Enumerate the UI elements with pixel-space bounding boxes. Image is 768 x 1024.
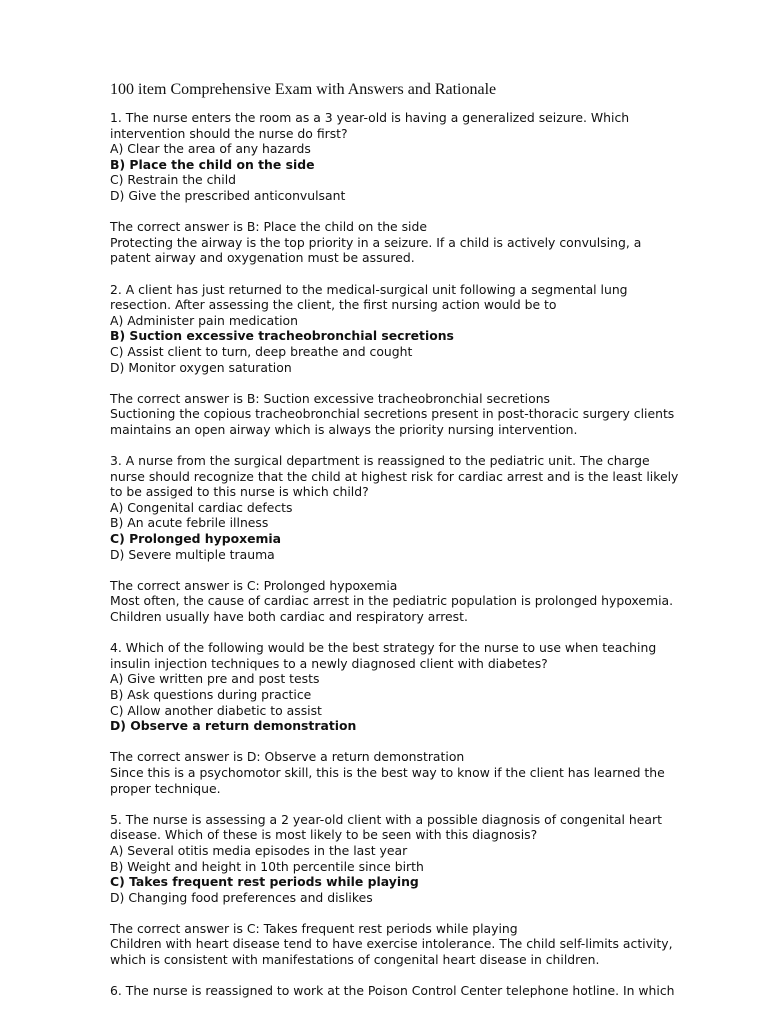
- answer-option: B) Ask questions during practice: [110, 686, 312, 702]
- answer-option: A) Several otitis media episodes in the last year: [110, 842, 408, 858]
- rationale-line: Children with heart disease tend to have exercise intolerance. The child self-limits activity,: [110, 936, 673, 952]
- rationale-line: patent airway and oxygenation must be assured.: [110, 250, 415, 266]
- correct-option: C) Prolonged hypoxemia: [110, 531, 282, 547]
- rationale-line: Since this is a psychomotor skill, this is the best way to know if the client has learned the: [110, 764, 665, 780]
- document-page: [110, 80, 730, 999]
- rationale-line: Most often, the cause of cardiac arrest in the pediatric population is prolonged hypoxemia.: [110, 593, 674, 609]
- question-block: [110, 640, 730, 796]
- spacer: [110, 204, 730, 220]
- answer-option: C) Allow another diabetic to assist: [110, 702, 322, 718]
- spacer: [110, 437, 730, 453]
- question-stem-line: intervention should the nurse do first?: [110, 125, 348, 141]
- spacer: [110, 375, 730, 391]
- answer-option: A) Give written pre and post tests: [110, 671, 320, 687]
- spacer: [110, 625, 730, 641]
- correct-answer-line: The correct answer is C: Prolonged hypoxemia: [110, 577, 398, 593]
- spacer: [110, 734, 730, 750]
- answer-option: B) An acute febrile illness: [110, 515, 269, 531]
- correct-answer-line: The correct answer is C: Takes frequent rest periods while playing: [110, 920, 518, 936]
- spacer: [110, 796, 730, 812]
- question-stem-line: nurse should recognize that the child at highest risk for cardiac arrest and is the least likely: [110, 468, 679, 484]
- rationale-line: which is consistent with manifestations of congenital heart disease in children.: [110, 952, 600, 968]
- question-stem-line: to be assiged to this nurse is which child?: [110, 484, 369, 500]
- question-stem-line: disease. Which of these is most likely to be seen with this diagnosis?: [110, 827, 538, 843]
- spacer: [110, 266, 730, 282]
- question-block: [110, 282, 730, 438]
- rationale-line: Protecting the airway is the top priority in a seizure. If a child is actively convulsing, a: [110, 234, 642, 250]
- answer-option: B) Weight and height in 10th percentile since birth: [110, 858, 424, 874]
- correct-answer-line: The correct answer is B: Place the child on the side: [110, 219, 427, 235]
- question-block: [110, 453, 730, 625]
- question-stem-line: 5. The nurse is assessing a 2 year-old client with a possible diagnosis of congenital heart: [110, 811, 662, 827]
- answer-option: D) Severe multiple trauma: [110, 546, 275, 562]
- answer-option: D) Monitor oxygen saturation: [110, 359, 292, 375]
- rationale-line: maintains an open airway which is always the priority nursing intervention.: [110, 421, 578, 437]
- question-stem-line: 3. A nurse from the surgical department is reassigned to the pediatric unit. The charge: [110, 453, 650, 469]
- spacer: [110, 968, 730, 984]
- question-block: [110, 812, 730, 968]
- rationale-line: Suctioning the copious tracheobronchial secretions present in post-thoracic surgery clients: [110, 406, 675, 422]
- question-stem-line: 6. The nurse is reassigned to work at the Poison Control Center telephone hotline. In which: [110, 983, 675, 999]
- answer-option: D) Give the prescribed anticonvulsant: [110, 187, 346, 203]
- question-block: [110, 110, 730, 266]
- correct-answer-line: The correct answer is D: Observe a return demonstration: [110, 749, 465, 765]
- question-block: [110, 983, 730, 999]
- correct-option: B) Suction excessive tracheobronchial secretions: [110, 328, 454, 344]
- answer-option: A) Clear the area of any hazards: [110, 141, 311, 157]
- correct-option: C) Takes frequent rest periods while playing: [110, 874, 419, 890]
- answer-option: C) Assist client to turn, deep breathe and cought: [110, 343, 413, 359]
- answer-option: D) Changing food preferences and dislikes: [110, 889, 373, 905]
- spacer: [110, 905, 730, 921]
- question-stem-line: 1. The nurse enters the room as a 3 year-old is having a generalized seizure. Which: [110, 110, 630, 125]
- correct-answer-line: The correct answer is B: Suction excessive tracheobronchial secretions: [110, 390, 550, 406]
- question-list: [110, 110, 730, 999]
- answer-option: A) Administer pain medication: [110, 312, 298, 328]
- correct-option: D) Observe a return demonstration: [110, 718, 357, 734]
- question-stem-line: resection. After assessing the client, the first nursing action would be to: [110, 297, 557, 313]
- spacer: [110, 562, 730, 578]
- answer-option: A) Congenital cardiac defects: [110, 499, 293, 515]
- rationale-line: proper technique.: [110, 780, 221, 796]
- question-stem-line: insulin injection techniques to a newly diagnosed client with diabetes?: [110, 655, 548, 671]
- document-title: 100 item Comprehensive Exam with Answers and Rationale: [110, 81, 497, 98]
- answer-option: C) Restrain the child: [110, 172, 237, 188]
- rationale-line: Children usually have both cardiac and respiratory arrest.: [110, 609, 468, 624]
- question-stem-line: 4. Which of the following would be the best strategy for the nurse to use when teaching: [110, 640, 657, 656]
- correct-option: B) Place the child on the side: [110, 156, 315, 172]
- question-stem-line: 2. A client has just returned to the medical-surgical unit following a segmental lung: [110, 281, 628, 297]
